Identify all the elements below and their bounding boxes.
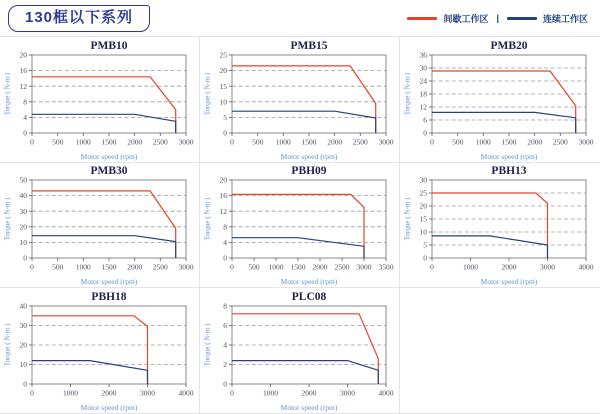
- series-continuous: [32, 360, 148, 383]
- x-tick-label: 1000: [75, 262, 91, 272]
- charts-grid: [0, 36, 600, 414]
- chart-cell-pbh18: [0, 288, 200, 414]
- page-header: [0, 0, 600, 36]
- y-tick-label: 40: [19, 191, 27, 201]
- y-axis-label: Torque ( N-m ): [203, 197, 211, 241]
- x-tick-label: 1000: [75, 137, 91, 146]
- chart-cell-pmb15: [200, 37, 400, 163]
- series-intermittent: [432, 71, 576, 133]
- x-tick-label: 0: [430, 262, 434, 272]
- series-continuous: [432, 236, 548, 258]
- series-continuous: [232, 111, 376, 133]
- x-tick-label: 2000: [326, 137, 342, 146]
- y-tick-label: 8: [222, 301, 227, 311]
- x-tick-label: 4000: [578, 262, 594, 272]
- series-continuous: [32, 236, 176, 258]
- legend-label-continuous: 连续工作区: [542, 13, 588, 24]
- y-tick-label: 20: [219, 65, 227, 75]
- y-tick-label: 0: [423, 128, 427, 138]
- y-tick-label: 30: [19, 206, 27, 216]
- x-tick-label: 1000: [463, 262, 478, 272]
- chart-title: PBH09: [290, 165, 327, 177]
- empty-cell: [400, 288, 600, 414]
- chart-title: PMB30: [89, 165, 128, 177]
- x-tick-label: 3000: [339, 388, 355, 397]
- x-tick-label: 500: [452, 137, 464, 146]
- y-axis-label: Torque ( N-m ): [403, 72, 412, 115]
- y-tick-label: 24: [419, 76, 427, 86]
- x-tick-label: 3000: [178, 262, 193, 272]
- x-tick-label: 2000: [527, 137, 543, 146]
- x-tick-label: 2000: [301, 388, 316, 397]
- chart-cell-pbh13: [400, 163, 600, 288]
- x-tick-label: 1000: [275, 137, 291, 146]
- legend-line-blue-icon: [507, 17, 537, 20]
- legend-separator: |: [496, 13, 499, 23]
- x-tick-label: 2000: [126, 137, 142, 146]
- series-title-box: [8, 5, 150, 32]
- legend-label-intermittent: 间歇工作区: [443, 13, 489, 24]
- y-tick-label: 4: [222, 238, 227, 247]
- chart-pmb15: [202, 38, 398, 162]
- y-tick-label: 0: [222, 253, 227, 263]
- x-tick-label: 1000: [262, 388, 278, 397]
- x-tick-label: 4000: [378, 388, 393, 397]
- y-tick-label: 36: [419, 50, 427, 60]
- y-tick-label: 12: [419, 102, 427, 112]
- y-tick-label: 30: [419, 63, 427, 73]
- series-intermittent: [32, 191, 176, 258]
- chart-pmb10: [2, 38, 198, 162]
- y-tick-label: 15: [419, 214, 427, 224]
- y-tick-label: 12: [219, 206, 227, 216]
- x-axis-label: Motor speed (rpm): [480, 277, 538, 286]
- x-axis-label: Motor speed (rpm): [280, 277, 337, 286]
- y-tick-label: 0: [222, 128, 227, 138]
- legend-line-red-icon: [407, 17, 437, 20]
- x-axis-label: Motor speed (rpm): [280, 402, 337, 412]
- x-tick-label: 2500: [552, 137, 568, 146]
- y-tick-label: 8: [22, 96, 27, 106]
- plot-frame: [232, 55, 386, 133]
- x-tick-label: 0: [229, 137, 234, 146]
- y-tick-label: 0: [22, 128, 27, 138]
- x-tick-label: 3000: [139, 388, 155, 397]
- y-axis-label: Torque ( N-m ): [203, 323, 211, 366]
- x-tick-label: 1000: [62, 388, 78, 397]
- y-tick-label: 0: [423, 253, 427, 263]
- chart-pmb20: [402, 38, 598, 162]
- x-tick-label: 2000: [101, 388, 116, 397]
- y-axis-label: Torque ( N-m ): [3, 323, 11, 366]
- legend-item-intermittent: [407, 12, 488, 25]
- y-tick-label: 30: [419, 175, 427, 185]
- y-tick-label: 5: [222, 112, 227, 122]
- y-tick-label: 16: [219, 191, 227, 201]
- y-tick-label: 20: [19, 340, 27, 350]
- y-tick-label: 20: [419, 201, 427, 211]
- x-tick-label: 500: [247, 262, 260, 272]
- y-axis-label: Torque ( N-m ): [3, 72, 11, 115]
- chart-title: PMB20: [490, 39, 528, 52]
- y-tick-label: 6: [423, 115, 427, 125]
- x-axis-label: Motor speed (rpm): [80, 402, 137, 412]
- y-tick-label: 2: [222, 359, 227, 369]
- x-tick-label: 1000: [268, 262, 283, 272]
- x-tick-label: 1000: [475, 137, 491, 146]
- chart-title: PBH13: [491, 165, 527, 177]
- y-tick-label: 8: [222, 222, 227, 232]
- x-tick-label: 500: [251, 137, 263, 146]
- x-tick-label: 2500: [152, 262, 168, 272]
- x-tick-label: 2500: [352, 137, 368, 146]
- legend: [407, 12, 588, 25]
- y-tick-label: 4: [22, 112, 27, 122]
- chart-pbh18: [2, 289, 198, 413]
- y-tick-label: 12: [19, 81, 27, 91]
- x-axis-label: Motor speed (rpm): [80, 277, 137, 286]
- y-axis-label: Torque ( N-m ): [203, 72, 211, 115]
- series-intermittent: [432, 193, 548, 258]
- legend-item-continuous: [507, 12, 588, 25]
- x-tick-label: 3500: [378, 262, 393, 272]
- series-intermittent: [32, 315, 148, 383]
- x-axis-label: Motor speed (rpm): [80, 151, 137, 161]
- plot-frame: [32, 180, 186, 258]
- x-tick-label: 3000: [578, 137, 594, 146]
- x-axis-label: Motor speed (rpm): [480, 151, 538, 161]
- x-tick-label: 1500: [290, 262, 305, 272]
- chart-title: PMB10: [89, 39, 128, 52]
- x-tick-label: 1500: [101, 262, 116, 272]
- series-intermittent: [232, 313, 378, 383]
- chart-pbh09: [202, 163, 398, 287]
- chart-pbh13: [402, 163, 598, 287]
- x-tick-label: 2500: [152, 137, 168, 146]
- x-tick-label: 3000: [178, 137, 193, 146]
- y-tick-label: 0: [22, 253, 27, 263]
- x-tick-label: 0: [229, 262, 234, 272]
- y-tick-label: 20: [19, 222, 27, 232]
- chart-title: PMB15: [289, 39, 328, 52]
- y-tick-label: 5: [423, 240, 427, 250]
- chart-pmb30: [2, 163, 198, 287]
- y-tick-label: 0: [22, 379, 27, 389]
- y-tick-label: 10: [219, 96, 227, 106]
- chart-cell-pmb20: [400, 37, 600, 163]
- x-tick-label: 0: [229, 388, 234, 397]
- chart-cell-pmb30: [0, 163, 200, 288]
- page-title: 130框以下系列: [25, 8, 134, 26]
- x-tick-label: 0: [29, 137, 34, 146]
- x-tick-label: 2000: [501, 262, 517, 272]
- y-tick-label: 18: [419, 89, 427, 99]
- y-tick-label: 6: [222, 320, 227, 330]
- y-tick-label: 0: [222, 379, 227, 389]
- chart-title: PBH18: [90, 290, 127, 303]
- y-tick-label: 25: [219, 50, 227, 60]
- chart-cell-plc08: [200, 288, 400, 414]
- x-tick-label: 2000: [126, 262, 142, 272]
- x-tick-label: 1500: [301, 137, 316, 146]
- series-intermittent: [232, 194, 364, 258]
- chart-plc08: [202, 289, 398, 413]
- x-tick-label: 3000: [540, 262, 555, 272]
- x-tick-label: 1500: [501, 137, 517, 146]
- x-tick-label: 0: [29, 262, 34, 272]
- y-tick-label: 10: [19, 238, 27, 247]
- y-tick-label: 16: [19, 65, 27, 75]
- chart-cell-pmb10: [0, 37, 200, 163]
- y-axis-label: Torque ( N-m ): [3, 197, 11, 241]
- series-continuous: [432, 112, 576, 133]
- y-tick-label: 10: [19, 359, 27, 369]
- y-tick-label: 50: [19, 175, 27, 185]
- chart-cell-pbh09: [200, 163, 400, 288]
- x-tick-label: 0: [430, 137, 434, 146]
- series-intermittent: [232, 65, 376, 132]
- x-tick-label: 3000: [378, 137, 393, 146]
- x-axis-label: Motor speed (rpm): [280, 151, 337, 161]
- x-tick-label: 500: [51, 137, 63, 146]
- x-tick-label: 3000: [356, 262, 371, 272]
- series-intermittent: [32, 76, 176, 132]
- y-axis-label: Torque ( N-m ): [403, 197, 412, 241]
- y-tick-label: 25: [419, 188, 427, 198]
- x-tick-label: 1500: [101, 137, 116, 146]
- y-tick-label: 10: [419, 227, 427, 237]
- y-tick-label: 30: [19, 320, 27, 330]
- y-tick-label: 15: [219, 81, 227, 91]
- chart-title: PLC08: [291, 290, 326, 303]
- x-tick-label: 500: [51, 262, 63, 272]
- x-tick-label: 2500: [334, 262, 349, 272]
- y-tick-label: 20: [219, 175, 227, 185]
- y-tick-label: 20: [19, 50, 27, 60]
- y-tick-label: 4: [222, 340, 227, 350]
- series-continuous: [232, 238, 364, 258]
- x-tick-label: 4000: [178, 388, 193, 397]
- x-tick-label: 0: [29, 388, 34, 397]
- x-tick-label: 2000: [312, 262, 327, 272]
- y-tick-label: 40: [19, 301, 27, 311]
